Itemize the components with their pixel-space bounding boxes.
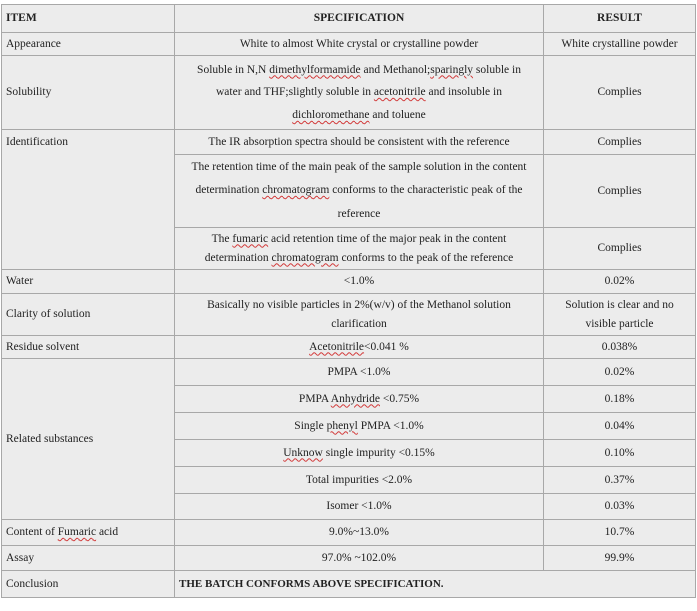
item-water: Water [2, 270, 175, 294]
spec-water: <1.0% [175, 270, 544, 294]
spec-single-phenyl-pmpa: Single phenyl PMPA <1.0% [175, 413, 544, 440]
item-clarity: Clarity of solution [2, 294, 175, 336]
result-identification-retention: Complies [544, 155, 696, 228]
spec-solubility: Soluble in N,N dimethylformamide and Methanol;sparingly soluble in water and THF;slightly soluble in acetonitrile and insoluble in dichloromethane and toluene [175, 56, 544, 130]
result-assay: 99.9% [544, 546, 696, 571]
item-assay: Assay [2, 546, 175, 571]
conclusion-text: THE BATCH CONFORMS ABOVE SPECIFICATION. [175, 571, 696, 598]
header-specification: SPECIFICATION [175, 5, 544, 33]
header-row [2, 5, 696, 33]
header-item: ITEM [2, 5, 175, 33]
table-row [2, 520, 696, 546]
result-identification-ir: Complies [544, 130, 696, 155]
result-pmpa-anhydride: 0.18% [544, 386, 696, 413]
table-row [2, 359, 696, 386]
result-single-phenyl-pmpa: 0.04% [544, 413, 696, 440]
spec-identification-ir: The IR absorption spectra should be consistent with the reference [175, 130, 544, 155]
spec-isomer: Isomer <1.0% [175, 494, 544, 520]
result-isomer: 0.03% [544, 494, 696, 520]
result-identification-fumaric: Complies [544, 228, 696, 270]
table-row [2, 56, 696, 130]
result-solubility: Complies [544, 56, 696, 130]
result-appearance: White crystalline powder [544, 33, 696, 56]
table-row [2, 336, 696, 359]
spec-clarity: Basically no visible particles in 2%(w/v) of the Methanol solution clarification [175, 294, 544, 336]
item-residue-solvent: Residue solvent [2, 336, 175, 359]
item-content-fumaric-acid: Content of Fumaric acid [2, 520, 175, 546]
result-content-fumaric-acid: 10.7% [544, 520, 696, 546]
spec-appearance: White to almost White crystal or crystalline powder [175, 33, 544, 56]
table-row [2, 270, 696, 294]
table-row [2, 546, 696, 571]
result-water: 0.02% [544, 270, 696, 294]
table-row [2, 130, 696, 155]
header-result: RESULT [544, 5, 696, 33]
item-conclusion: Conclusion [2, 571, 175, 598]
spec-identification-fumaric: The fumaric acid retention time of the major peak in the content determination chromatogram conforms to the peak of the reference [175, 228, 544, 270]
spec-identification-retention: The retention time of the main peak of the sample solution in the content determination chromatogram conforms to the characteristic peak of the reference [175, 155, 544, 228]
result-unknow-single-impurity: 0.10% [544, 440, 696, 467]
spec-content-fumaric-acid: 9.0%~13.0% [175, 520, 544, 546]
spec-total-impurities: Total impurities <2.0% [175, 467, 544, 494]
result-pmpa: 0.02% [544, 359, 696, 386]
item-solubility: Solubility [2, 56, 175, 130]
result-clarity: Solution is clear and no visible particle [544, 294, 696, 336]
item-related-substances: Related substances [2, 359, 175, 520]
spec-unknow-single-impurity: Unknow single impurity <0.15% [175, 440, 544, 467]
item-appearance: Appearance [2, 33, 175, 56]
spec-pmpa: PMPA <1.0% [175, 359, 544, 386]
spec-residue-solvent: Acetonitrile<0.041 % [175, 336, 544, 359]
result-total-impurities: 0.37% [544, 467, 696, 494]
item-identification: Identification [2, 130, 175, 270]
spec-table [1, 4, 696, 598]
result-residue-solvent: 0.038% [544, 336, 696, 359]
spec-assay: 97.0% ~102.0% [175, 546, 544, 571]
table-row [2, 294, 696, 336]
table-row [2, 33, 696, 56]
table-row [2, 571, 696, 598]
spec-pmpa-anhydride: PMPA Anhydride <0.75% [175, 386, 544, 413]
